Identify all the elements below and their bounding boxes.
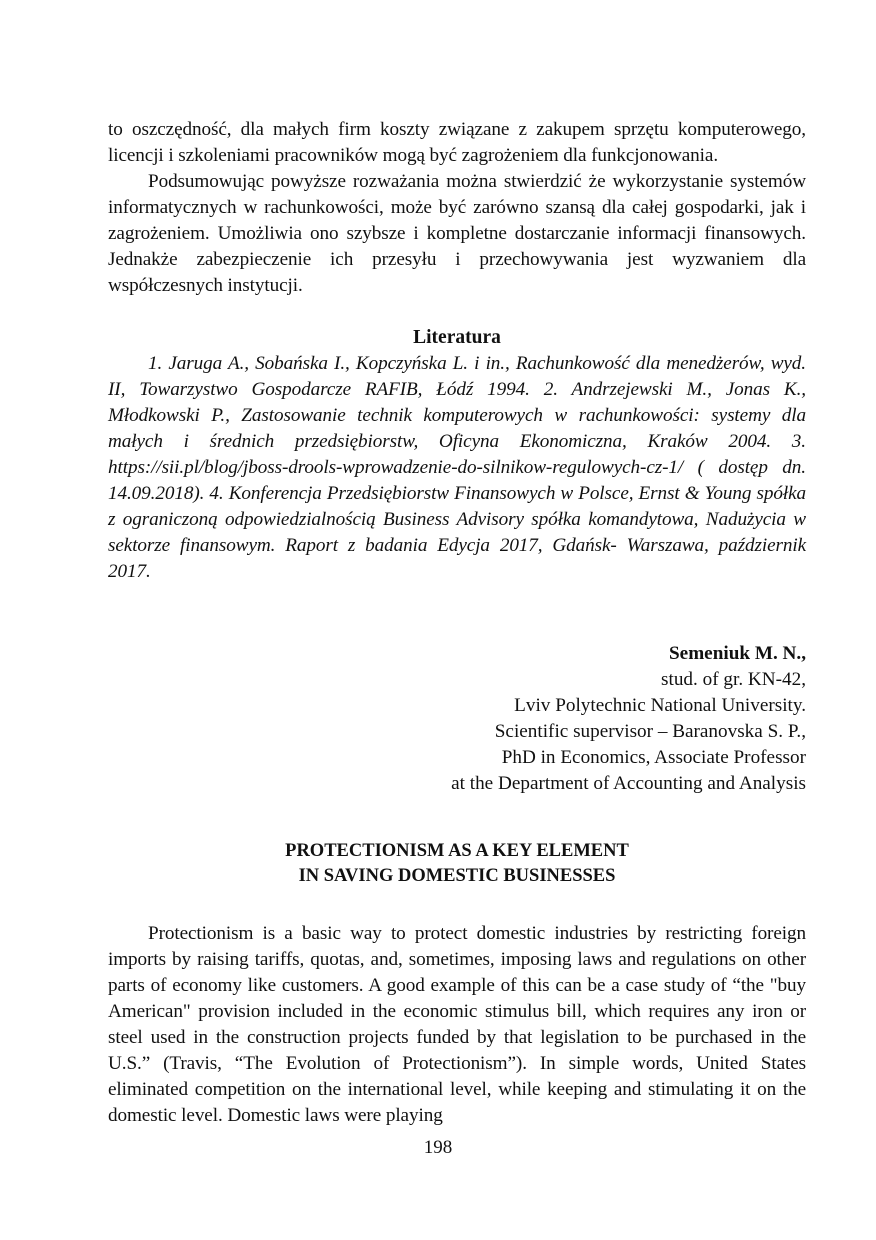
supervisor-department: at the Department of Accounting and Analysis: [451, 773, 806, 794]
article-body-paragraph: Protectionism is a basic way to protect domestic industries by restricting foreign imports by raising tariffs, quotas, and, sometimes, imposing laws and regulations on other parts of economy like customers. A good example of this can be a case study of “the "buy American" provision included in the economic stimulus bill, which requires any iron or steel used in the construction projects funded by that legislation to be purchased in the U.S.” (Travis, “The Evolution of Protectionism”). In simple words, United States eliminated competition on the international level, while keeping and stimulating it on the domestic level. Domestic laws were playing: [108, 923, 806, 1126]
supervisor-degree: PhD in Economics, Associate Professor: [501, 747, 806, 768]
page-number: 198: [423, 1137, 453, 1158]
article-title-line-1: PROTECTIONISM AS A KEY ELEMENT: [285, 841, 629, 861]
author-university: Lviv Polytechnic National University.: [514, 695, 806, 716]
paragraph-conclusion-end: to oszczędność, dla małych firm koszty związane z zakupem sprzętu komputerowego, licencji i szkoleniami pracowników mogą być zagrożeniem dla funkcjonowania.: [108, 119, 806, 166]
author-block: [108, 641, 806, 797]
article-title-line-2: IN SAVING DOMESTIC BUSINESSES: [298, 866, 616, 886]
references-list: 1. Jaruga A., Sobańska I., Kopczyńska L. i in., Rachunkowość dla menedżerów, wyd. II, Towarzystwo Gospodarcze RAFIB, Łódź 1994. 2. Andrzejewski M., Jonas K., Młodkowski P., Zastosowanie technik komputerowych w rachunkowości: systemy dla małych i średnich przedsiębiorstw, Oficyna Ekonomiczna, Kraków 2004. 3. https://sii.pl/blog/jboss-drools-wprowadzenie-do-silnikow-regulowych-cz-1/ ( dostęp dn. 14.09.2018). 4. Konferencja Przedsiębiorstw Finansowych w Polsce, Ernst & Young spółka z ograniczoną odpowiedzialnością Business Advisory spółka komandytowa, Nadużycia w sektorze finansowym. Raport z badania Edycja 2017, Gdańsk- Warszawa, październik 2017.: [108, 353, 806, 582]
author-group: stud. of gr. KN-42,: [661, 669, 806, 690]
article-title: [108, 839, 806, 889]
author-supervisor: Scientific supervisor – Baranovska S. P.,: [494, 721, 806, 742]
literatura-heading: Literatura: [413, 327, 501, 348]
document-page: [108, 117, 806, 1129]
paragraph-summary: Podsumowując powyższe rozważania można stwierdzić że wykorzystanie systemów informatycznych w rachunkowości, może być zarówno szansą dla całej gospodarki, jak i zagrożeniem. Umożliwia ono szybsze i kompletne dostarczanie informacji finansowych. Jednakże zabezpieczenie ich przesyłu i przechowywania jest wyzwaniem dla współczesnych instytucji.: [108, 171, 806, 296]
author-name: Semeniuk M. N.,: [669, 643, 806, 664]
